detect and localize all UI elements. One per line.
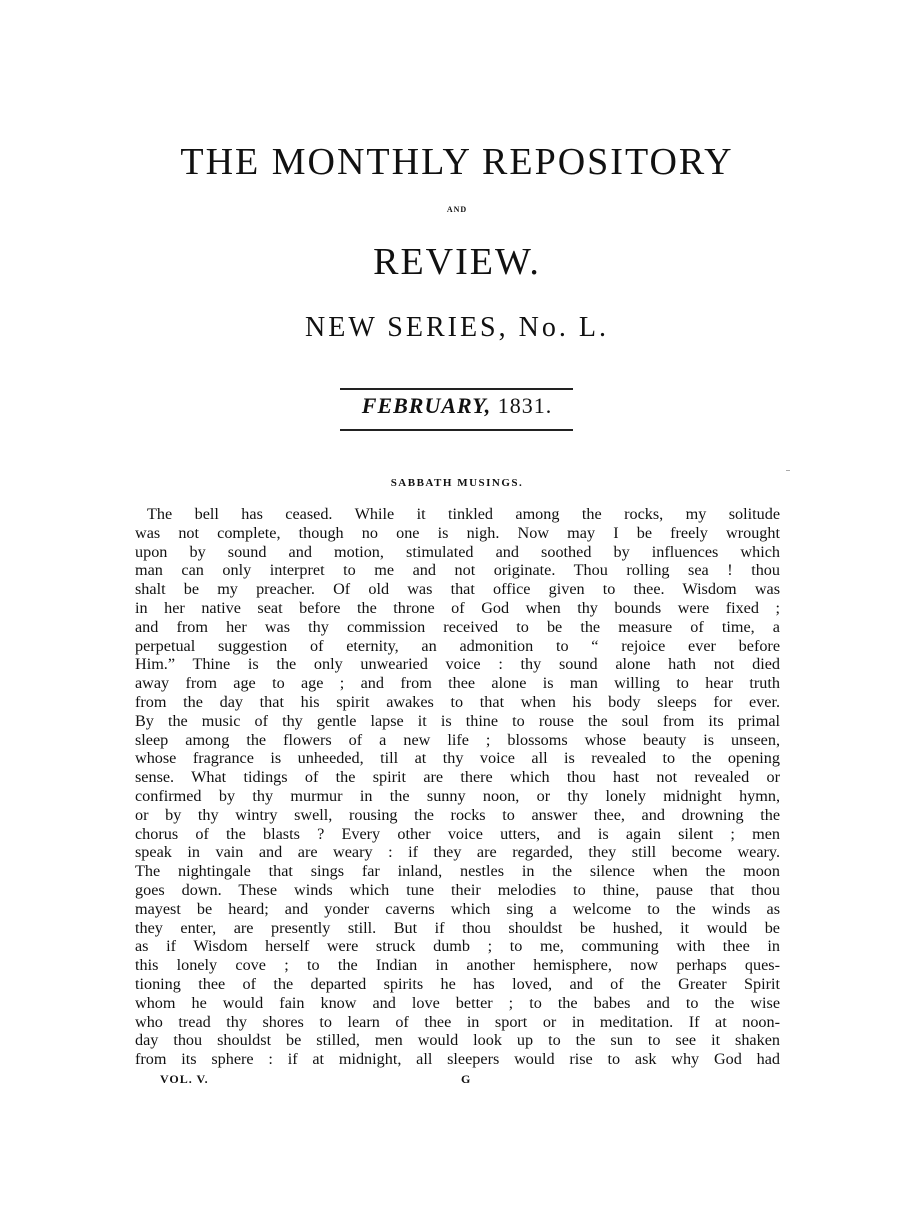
article-line: confirmed by thy murmur in the sunny noon, or thy lonely midnight hymn, (135, 786, 780, 805)
article-line: sleep among the flowers of a new life ; blossoms whose beauty is unseen, (135, 730, 780, 749)
article-line: from its sphere : if at midnight, all sleepers would rise to ask why God had (135, 1050, 780, 1069)
article-line: was not complete, though no one is nigh. Now may I be freely wrought (135, 523, 780, 542)
title-conjunction: AND (446, 205, 468, 214)
article-line: The nightingale that sings far inland, nestles in the silence when the moon (135, 862, 780, 881)
article-line: who tread thy shores to learn of thee in sport or in meditation. If at noon- (135, 1012, 780, 1031)
article-line: and from her was thy commission received to be the measure of time, a (135, 617, 780, 636)
article-line: chorus of the blasts ? Every other voice utters, and is again silent ; men (135, 824, 780, 843)
article-line: this lonely cove ; to the Indian in another hemisphere, now perhaps ques- (135, 956, 780, 975)
journal-title: THE MONTHLY REPOSITORY (180, 141, 734, 183)
article-line: The bell has ceased. While it tinkled among the rocks, my solitude (147, 505, 780, 523)
article-line: day thou shouldst be stilled, men would look up to the sun to see it shaken (135, 1031, 780, 1050)
article-line: they enter, are presently still. But if thou shouldst be hushed, it would be (135, 918, 780, 937)
print-speck (786, 470, 790, 471)
article-line: sense. What tidings of the spirit are there which thou hast not revealed or (135, 768, 780, 787)
article-line: Him.” Thine is the only unwearied voice : thy sound alone hath not died (135, 655, 780, 674)
article-line: upon by sound and motion, stimulated and soothed by influences which (135, 542, 780, 561)
article-title: SABBATH MUSINGS. (390, 477, 524, 489)
article-line: from the day that his spirit awakes to that when his body sleeps for ever. (135, 692, 780, 711)
signature-mark: G (461, 1072, 471, 1086)
article-line: perpetual suggestion of eternity, an admonition to “ rejoice ever before (135, 636, 780, 655)
series-number: NEW SERIES, No. L. (305, 312, 609, 343)
issue-date (0, 393, 914, 419)
article-line: By the music of thy gentle lapse it is thine to rouse the soul from its primal (135, 711, 780, 730)
article-line: whom he would fain know and love better ; to the babes and to the wise (135, 993, 780, 1012)
issue-month: FEBRUARY, (361, 393, 492, 418)
article-line: shalt be my preacher. Of old was that office given to thee. Wisdom was (135, 580, 780, 599)
article-line: goes down. These winds which tune their melodies to thine, pause that thou (135, 880, 780, 899)
article-line: in her native seat before the throne of God when thy bounds were fixed ; (135, 598, 780, 617)
article-line: man can only interpret to me and not originate. Thou rolling sea ! thou (135, 561, 780, 580)
article-body (135, 505, 780, 1069)
issue-year: 1831. (491, 393, 553, 418)
journal-subtitle: REVIEW. (373, 241, 541, 283)
article-line: whose fragrance is unheeded, till at thy voice all is revealed to the opening (135, 749, 780, 768)
article-line: away from age to age ; and from thee alone is man willing to hear truth (135, 674, 780, 693)
top-rule (340, 388, 573, 390)
volume-marker: VOL. V. (160, 1072, 209, 1086)
article-line: as if Wisdom herself were struck dumb ; to me, communing with thee in (135, 937, 780, 956)
article-line: or by thy wintry swell, rousing the rocks to answer thee, and drowning the (135, 805, 780, 824)
article-line: mayest be heard; and yonder caverns which sing a welcome to the winds as (135, 899, 780, 918)
bottom-rule (340, 429, 573, 431)
article-line: speak in vain and are weary : if they are regarded, they still become weary. (135, 843, 780, 862)
article-line: tioning thee of the departed spirits he has loved, and of the Greater Spirit (135, 974, 780, 993)
